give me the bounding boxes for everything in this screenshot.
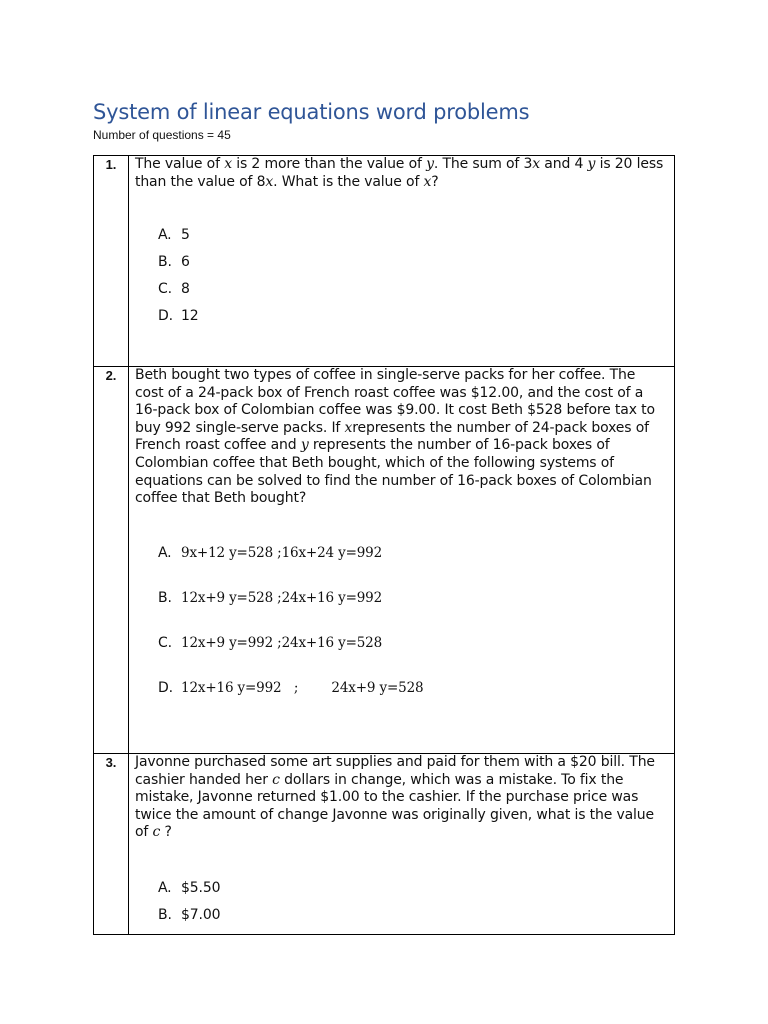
- answer-option[interactable]: B. $7.00: [158, 906, 221, 923]
- question-row-3: [94, 754, 675, 935]
- document-title: System of linear equations word problems: [93, 100, 530, 124]
- question-count: Number of questions = 45: [93, 128, 231, 142]
- answer-option[interactable]: A. $5.50: [158, 879, 221, 896]
- questions-table: [93, 155, 675, 935]
- question-number: 2.: [94, 367, 129, 754]
- answer-options: [135, 227, 666, 335]
- question-body: [129, 367, 675, 754]
- answer-option[interactable]: A. 5: [158, 227, 190, 244]
- question-row-1: [94, 156, 675, 367]
- question-row-2: [94, 367, 675, 754]
- question-body: [129, 754, 675, 935]
- question-stem: Javonne purchased some art supplies and paid for them with a $20 bill. The cashier handed her c dollars in change, which was a mistake. To fix the mistake, Javonne returned $1.00 to the cashier. If the purchase price was twice the amount of change Javonne was originally given, what is the value of c ?: [135, 754, 655, 841]
- question-stem: The value of x is 2 more than the value of y. The sum of 3x and 4 y is 20 less than the value of 8x. What is the value of x?: [135, 156, 664, 190]
- question-stem: Beth bought two types of coffee in single-serve packs for her coffee. The cost of a 24-pack box of French roast coffee was $12.00, and the cost of a 16-pack box of Colombian coffee was $9.00. It cost Beth $528 before tax to buy 992 single-serve packs. If xrepresents the number of 24-pack boxes of French roast coffee and y represents the number of 16-pack boxes of Colombian coffee that Beth bought, which of the following systems of equations can be solved to find the number of 16-pack boxes of Colombian coffee that Beth bought?: [135, 367, 655, 507]
- answer-option[interactable]: D. 12: [158, 308, 199, 325]
- answer-option[interactable]: C. 12x+9 y=992 ;24x+16 y=528: [158, 634, 383, 651]
- answer-options: [135, 545, 666, 725]
- answer-option[interactable]: B. 6: [158, 254, 190, 271]
- answer-option[interactable]: A. 9x+12 y=528 ;16x+24 y=992: [158, 544, 383, 561]
- question-body: [129, 156, 675, 367]
- answer-option[interactable]: D. 12x+16 y=992 ; 24x+9 y=528: [158, 679, 424, 696]
- answer-option[interactable]: B. 12x+9 y=528 ;24x+16 y=992: [158, 589, 383, 606]
- answer-options: [135, 880, 666, 934]
- question-number: 3.: [94, 754, 129, 935]
- answer-option[interactable]: C. 8: [158, 281, 190, 298]
- question-number: 1.: [94, 156, 129, 367]
